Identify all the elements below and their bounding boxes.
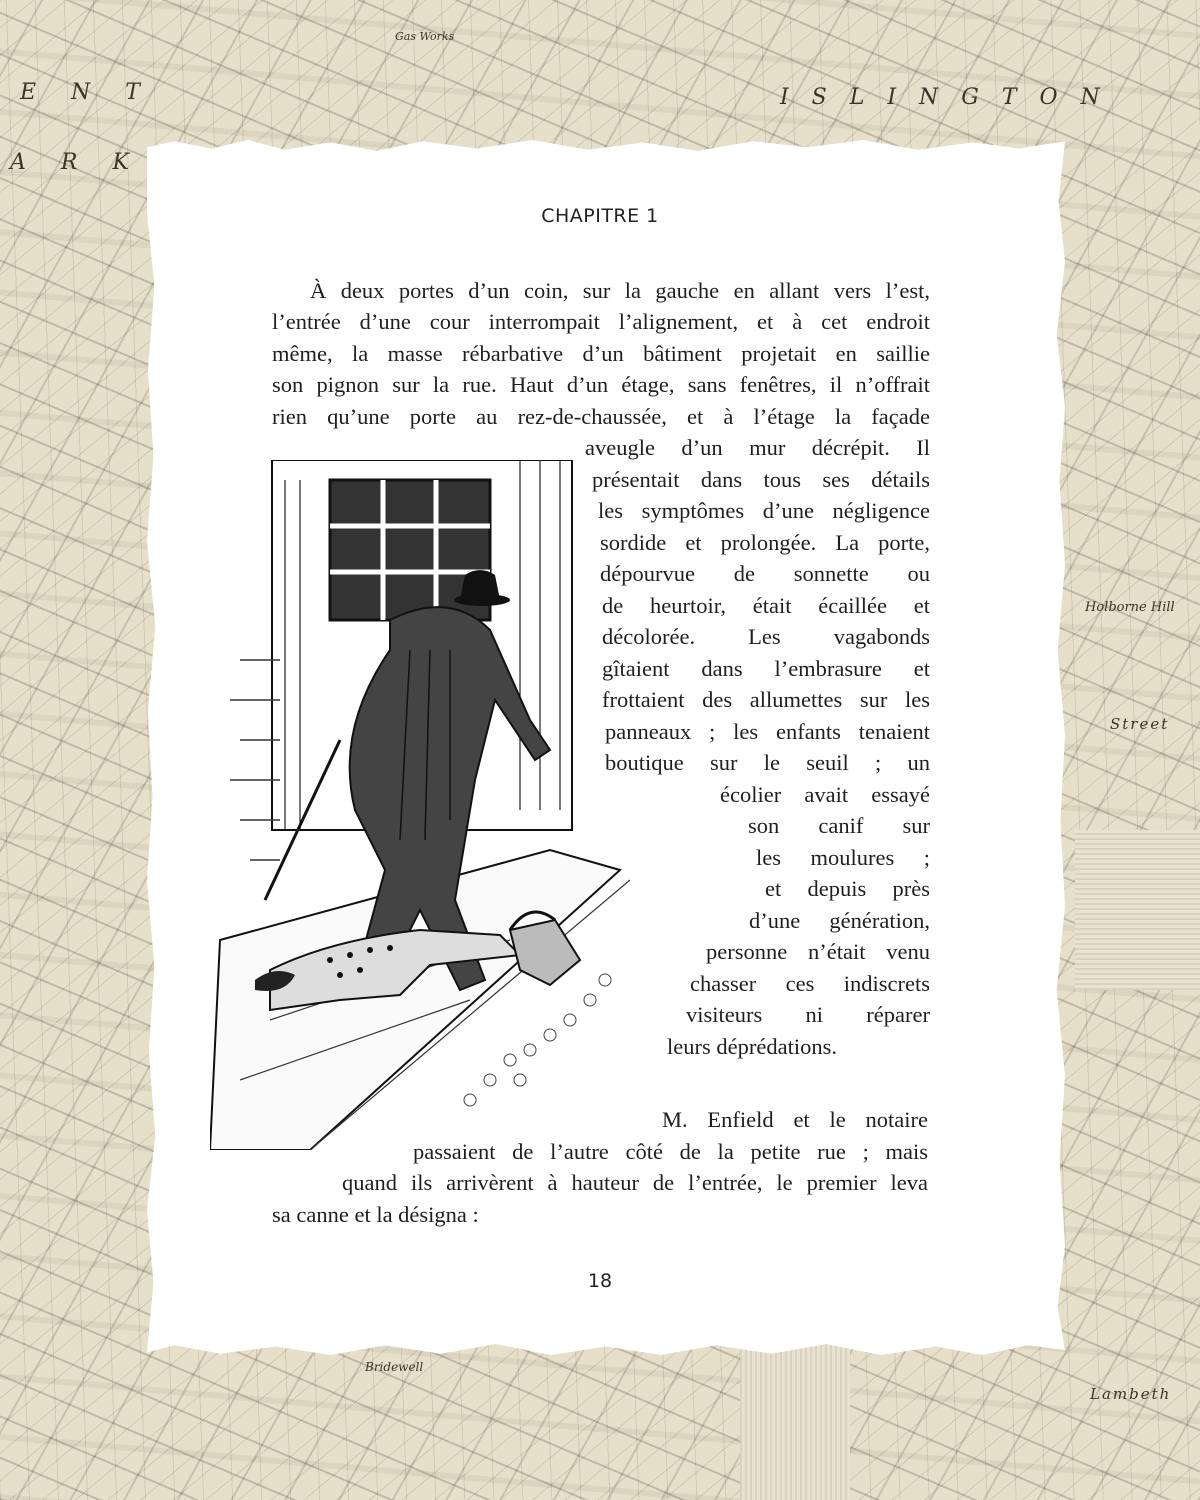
text-line: de heurtoir, était écaillée et (602, 593, 930, 618)
text-line: les moulures ; (756, 845, 930, 870)
text-line: frottaient des allumettes sur les (602, 687, 930, 712)
page-number: 18 (587, 1270, 613, 1292)
text-line: son canif sur (748, 813, 930, 838)
map-label: Holborne Hill (1085, 600, 1175, 615)
text-line: passaient de l’autre côté de la petite rue ; mais (413, 1139, 928, 1164)
text-line: visiteurs ni réparer (686, 1002, 930, 1027)
text-line: écolier avait essayé (720, 782, 930, 807)
text-line: quand ils arrivèrent à hauteur de l’entrée, le premier leva (342, 1170, 928, 1195)
text-line: d’une génération, (749, 908, 930, 933)
river-area (1075, 830, 1200, 990)
text-line: son pignon sur la rue. Haut d’un étage, sans fenêtres, il n’offrait (272, 372, 930, 397)
map-label: Lambeth (1090, 1385, 1172, 1403)
text-line: sa canne et la désigna : (272, 1202, 479, 1227)
map-label: A R K (10, 150, 143, 175)
map-label: Bridewell (365, 1360, 424, 1374)
text-line: aveugle d’un mur décrépit. Il (585, 435, 930, 460)
text-line: gîtaient dans l’embrasure et (602, 656, 930, 681)
text-line: présentait dans tous ses détails (592, 467, 930, 492)
text-line: dépourvue de sonnette ou (600, 561, 930, 586)
river-area (740, 1340, 850, 1500)
chapter-title: CHAPITRE 1 (541, 205, 659, 227)
text-line: chasser ces indiscrets (690, 971, 930, 996)
map-label: I S L I N G T O N (780, 85, 1108, 110)
text-line: panneaux ; les enfants tenaient (605, 719, 930, 744)
text-line: À deux portes d’un coin, sur la gauche en allant vers l’est, (310, 278, 930, 303)
text-line: et depuis près (765, 876, 930, 901)
map-label: Gas Works (395, 30, 455, 43)
text-line: leurs déprédations. (667, 1034, 837, 1059)
text-line: décolorée. Les vagabonds (602, 624, 930, 649)
text-line: boutique sur le seuil ; un (605, 750, 930, 775)
map-label: E N T (20, 80, 154, 105)
text-line: l’entrée d’une cour interrompait l’alignement, et à cet endroit (272, 309, 930, 334)
text-line: rien qu’une porte au rez-de-chaussée, et à l’étage la façade (272, 404, 930, 429)
text-line: M. Enfield et le notaire (662, 1107, 928, 1132)
text-line: les symptômes d’une négligence (598, 498, 930, 523)
text-line: même, la masse rébarbative d’un bâtiment projetait en saillie (272, 341, 930, 366)
illustration-engraving (210, 460, 630, 1150)
map-label: Street (1110, 715, 1170, 733)
text-line: sordide et prolongée. La porte, (600, 530, 930, 555)
text-line: personne n’était venu (706, 939, 930, 964)
